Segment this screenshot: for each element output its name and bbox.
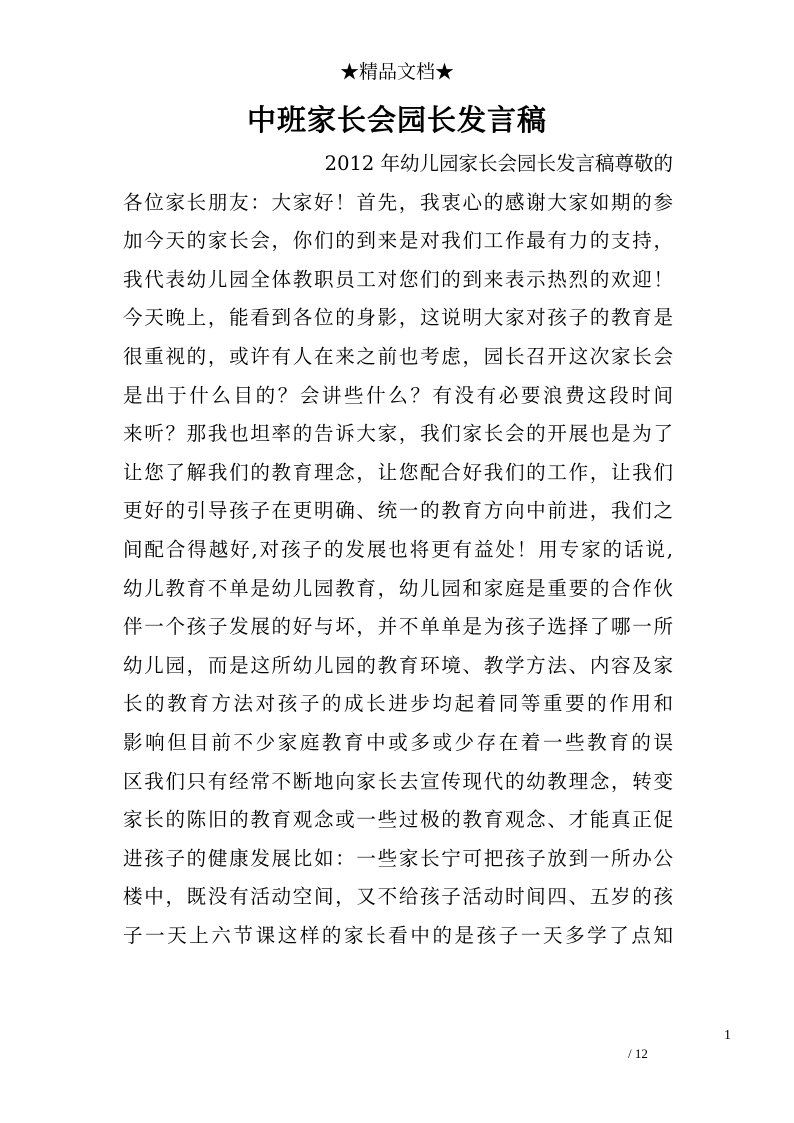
- page-total: / 12: [628, 1046, 648, 1061]
- body-line: 幼儿教育不单是幼儿园教育，幼儿园和家庭是重要的合作伙: [123, 576, 673, 600]
- body-line: 楼中，既没有活动空间，又不给孩子活动时间四、五岁的孩: [123, 885, 673, 909]
- body-line: 各位家长朋友：大家好！首先，我衷心的感谢大家如期的参: [123, 190, 673, 214]
- body-line: 今天晚上，能看到各位的身影，这说明大家对孩子的教育是: [123, 306, 673, 330]
- body-line: 更好的引导孩子在更明确、统一的教育方向中前进，我们之: [123, 499, 673, 523]
- page-number: 1: [724, 1028, 731, 1043]
- body-line: 影响但目前不少家庭教育中或多或少存在着一些教育的误: [123, 730, 673, 754]
- body-line: 长的教育方法对孩子的成长进步均起着同等重要的作用和: [123, 692, 673, 716]
- body-line: 加今天的家长会，你们的到来是对我们工作最有力的支持，: [123, 229, 673, 253]
- body-line: 很重视的，或许有人在来之前也考虑，园长召开这次家长会: [123, 344, 673, 368]
- body-line: 间配合得越好,对孩子的发展也将更有益处！用专家的话说,: [123, 537, 673, 561]
- body-line: 伴一个孩子发展的好与坏，并不单单是为孩子选择了哪一所: [123, 615, 673, 639]
- document-body: [123, 145, 673, 955]
- document-header: ★精品文档★: [339, 61, 454, 83]
- body-line: 来听？那我也坦率的告诉大家，我们家长会的开展也是为了: [123, 422, 673, 446]
- body-line: 幼儿园，而是这所幼儿园的教育环境、教学方法、内容及家: [123, 653, 673, 677]
- body-line: 家长的陈旧的教育观念或一些过极的教育观念、才能真正促: [123, 808, 673, 832]
- body-line: 是出于什么目的？会讲些什么？有没有必要浪费这段时间: [123, 383, 673, 407]
- body-line: 让您了解我们的教育理念，让您配合好我们的工作，让我们: [123, 460, 673, 484]
- body-line: 我代表幼儿园全体教职员工对您们的到来表示热烈的欢迎！: [123, 267, 673, 291]
- body-line: 子一天上六节课这样的家长看中的是孩子一天多学了点知: [123, 923, 673, 947]
- body-line: 2012 年幼儿园家长会园长发言稿尊敬的: [324, 152, 673, 175]
- body-line: 进孩子的健康发展比如：一些家长宁可把孩子放到一所办公: [123, 846, 673, 870]
- document-title: 中班家长会园长发言稿: [246, 103, 547, 137]
- body-line: 区我们只有经常不断地向家长去宣传现代的幼教理念，转变: [123, 769, 673, 793]
